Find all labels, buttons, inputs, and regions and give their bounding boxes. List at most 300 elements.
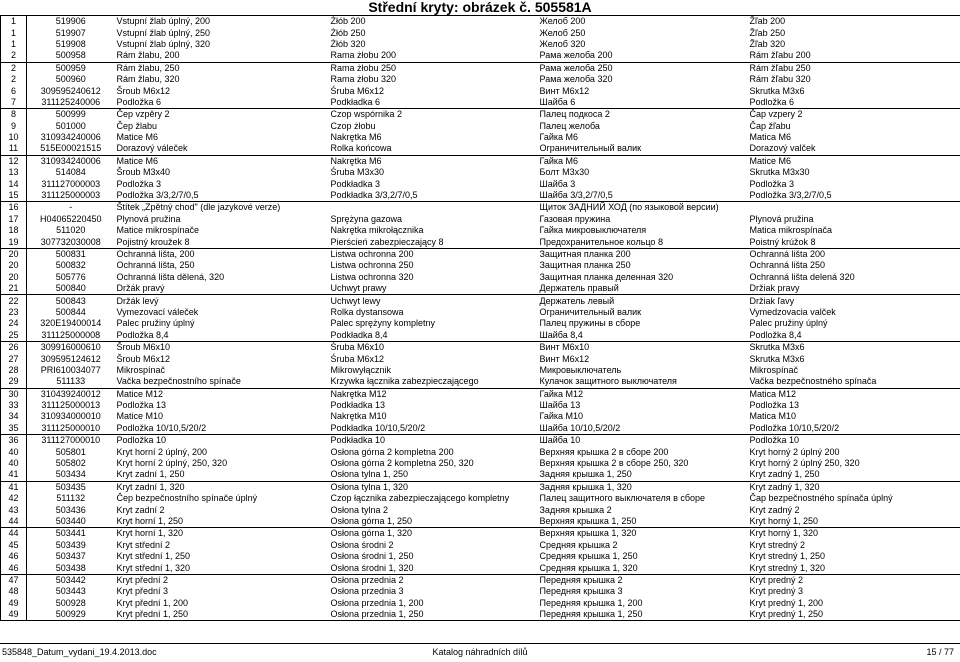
part-number-cell: 309595124612 (27, 353, 115, 364)
part-number-cell: 503439 (27, 540, 115, 551)
table-row (1, 598, 960, 609)
name-ru-cell: Палец подкоса 2 (538, 109, 748, 121)
table-row (1, 609, 960, 621)
table-row (1, 481, 960, 493)
position-cell: 49 (1, 598, 27, 609)
name-pl-cell: Osłona środni 2 (330, 539, 394, 550)
position-cell: 36 (1, 435, 27, 447)
name-ru-cell: Верхняя крышка 1, 320 (538, 528, 748, 540)
table-row (1, 458, 960, 469)
name-ru-cell: Верхняя крышка 1, 250 (539, 515, 637, 526)
name-cs-cell: Rám žlabu, 200 (116, 50, 180, 61)
name-cs-cell: Čep vzpěry 2 (115, 109, 329, 121)
name-ru-cell: Рама желоба 200 (539, 50, 613, 61)
part-number-cell: 503442 (27, 574, 115, 586)
footer-filename: 535848_Datum_vydani_19.4.2013.doc (2, 647, 157, 657)
table-row (1, 574, 960, 586)
name-cs-cell: Kryt přední 1, 200 (116, 597, 189, 608)
name-ru-cell: Задняя крышка 1, 320 (538, 481, 748, 493)
name-pl-cell: Podkładka 8,4 (330, 329, 388, 340)
position-cell: 30 (1, 388, 27, 400)
name-pl-cell: Rolka końcowa (330, 143, 392, 154)
part-number-cell: 505802 (27, 458, 115, 469)
name-sk-cell: Kryt zadný 2 (748, 504, 960, 515)
name-pl-cell: Osłona tylna 1, 320 (329, 481, 538, 493)
name-sk-cell: Podložka 3 (748, 178, 960, 189)
name-sk-cell: Kryt stredný 2 (748, 540, 960, 551)
name-sk-cell: Podložka 8,4 (748, 330, 960, 342)
name-cs-cell: Čep žlabu (116, 120, 158, 131)
name-sk-cell: Čap bezpečnostného spínača úplný (748, 493, 960, 504)
part-number-cell: 310934240006 (27, 155, 115, 167)
part-number-cell: 320E19400014 (27, 318, 115, 329)
name-cs-cell: Kryt střední 1, 320 (116, 562, 191, 573)
position-cell: 14 (1, 178, 27, 189)
table-row (1, 167, 960, 178)
name-cs-cell: Vymezovací váleček (116, 306, 199, 317)
name-cs-cell: Držák pravý (116, 283, 165, 294)
position-cell: 7 (1, 97, 27, 109)
position-cell: 1 (1, 16, 27, 28)
name-sk-cell: Vačka bezpečnostného spínača (748, 376, 960, 388)
name-ru-cell: Шайба 3 (539, 178, 576, 189)
name-sk-cell: Držiak pravy (748, 283, 960, 295)
name-sk-cell: Podložka 10 (748, 435, 960, 447)
position-cell: 10 (1, 132, 27, 143)
part-number-cell: 310934000010 (27, 411, 115, 422)
table-row (1, 516, 960, 528)
name-sk-cell: Skrutka M3x30 (748, 167, 960, 178)
name-cs-cell: Ochranná lišta dělená, 320 (116, 271, 225, 282)
name-ru-cell: Винт M6x10 (538, 341, 748, 353)
table-row (1, 143, 960, 155)
position-cell: 9 (1, 121, 27, 132)
name-cs-cell: Vstupní žlab úplný, 250 (116, 27, 211, 38)
name-pl-cell: Osłona górna 2 kompletna 250, 320 (330, 458, 474, 469)
part-number-cell: 500831 (27, 248, 115, 260)
name-sk-cell: Matica mikrospínača (748, 225, 960, 236)
name-cs-cell: Vstupní žlab úplný, 200 (115, 16, 329, 28)
name-ru-cell: Средняя крышка 1, 250 (539, 551, 638, 562)
table-row (1, 551, 960, 562)
part-number-cell: 514084 (27, 167, 115, 178)
position-cell: 2 (1, 74, 27, 85)
part-number-cell: 310934240006 (27, 132, 115, 143)
name-cs-cell: Podložka 13 (116, 400, 167, 411)
name-cs-cell: Rám žlabu, 320 (116, 74, 180, 85)
name-pl-cell: Żłób 320 (330, 38, 366, 49)
page-footer (0, 643, 960, 662)
name-cs-cell: Podložka 10/10,5/20/2 (116, 422, 207, 433)
table-row (1, 376, 960, 388)
name-cs-cell: Štítek „Zpětný chod" (dle jazykové verze) (115, 202, 329, 214)
table-row (1, 74, 960, 85)
name-cs-cell: Matice M6 (116, 132, 159, 143)
name-ru-cell: Палец защитного выключателя в сборе (539, 493, 706, 504)
position-cell: 21 (1, 283, 27, 295)
name-sk-cell: Skrutka M3x6 (748, 341, 960, 353)
name-pl-cell: Czop łącznika zabezpieczającego kompletny (330, 493, 510, 504)
position-cell: 48 (1, 586, 27, 597)
part-number-cell: 519908 (27, 39, 115, 50)
name-ru-cell: Гайка M10 (539, 411, 584, 422)
position-cell: 46 (1, 551, 27, 562)
position-cell: 40 (1, 446, 27, 457)
name-pl-cell: Osłona środni 1, 250 (330, 551, 414, 562)
name-ru-cell: Желоб 200 (538, 16, 748, 28)
name-cs-cell: Ochranná lišta, 250 (116, 260, 195, 271)
name-ru-cell: Кулачок защитного выключателя (539, 376, 677, 387)
name-cs-cell: Kryt zadní 2 (116, 504, 165, 515)
page-title: Střední kryty: obrázek č. 505581A (368, 0, 592, 15)
table-row (1, 307, 960, 318)
name-pl-cell: Palec sprężyny kompletny (330, 318, 436, 329)
part-number-cell: 311125000010 (27, 423, 115, 435)
position-cell: 13 (1, 167, 27, 178)
table-row (1, 121, 960, 132)
part-number-cell: 311125000008 (27, 330, 115, 342)
name-pl-cell: Nakrętka M6 (329, 155, 538, 167)
position-cell: 18 (1, 225, 27, 236)
name-sk-cell: Kryt horný 1, 250 (748, 516, 960, 528)
name-pl-cell: Podkładka 3/3,2/7/0,5 (330, 190, 418, 201)
name-ru-cell: Предохранительное кольцо 8 (539, 236, 663, 247)
name-pl-cell: Osłona górna 1, 320 (329, 528, 538, 540)
name-sk-cell: Podložka 13 (748, 400, 960, 411)
table-row (1, 283, 960, 295)
position-cell: 1 (1, 39, 27, 50)
name-cs-cell: Kryt horní 2 úplný, 200 (116, 446, 208, 457)
name-ru-cell: Рама желоба 320 (539, 74, 613, 85)
part-number-cell: - (27, 202, 115, 214)
table-row (1, 435, 960, 447)
name-ru-cell: Средняя крышка 2 (539, 539, 618, 550)
position-cell: 2 (1, 50, 27, 62)
name-cs-cell: Kryt horní 1, 320 (115, 528, 329, 540)
name-cs-cell: Šroub M3x40 (116, 167, 171, 178)
name-ru-cell: Держатель правый (539, 283, 619, 294)
position-cell: 34 (1, 411, 27, 422)
name-pl-cell: Osłona tylna 1, 250 (330, 469, 409, 480)
name-ru-cell: Газовая пружина (539, 213, 611, 224)
position-cell: 47 (1, 574, 27, 586)
name-cs-cell: Kryt zadní 1, 250 (116, 469, 185, 480)
part-number-cell: 307732030008 (27, 236, 115, 248)
table-row (1, 365, 960, 376)
name-pl-cell: Osłona górna 2 kompletna 200 (330, 446, 454, 457)
table-row (1, 272, 960, 283)
part-number-cell: 503438 (27, 562, 115, 574)
name-sk-cell: Rám žľabu 250 (748, 62, 960, 74)
name-pl-cell: Osłona przednia 3 (330, 586, 404, 597)
name-ru-cell: Шайба 10/10,5/20/2 (539, 422, 621, 433)
table-row (1, 85, 960, 96)
name-pl-cell: Żłób 200 (329, 16, 538, 28)
name-pl-cell: Podkładka 10/10,5/20/2 (330, 422, 426, 433)
name-ru-cell: Передняя крышка 3 (539, 586, 623, 597)
name-ru-cell: Гайка M12 (538, 388, 748, 400)
name-pl-cell: Śruba M6x10 (329, 341, 538, 353)
name-ru-cell: Ограничительный валик (539, 143, 642, 154)
part-number-cell: 500929 (27, 609, 115, 621)
name-sk-cell: Kryt stredný 1, 250 (748, 551, 960, 562)
name-sk-cell: Podložka 3/3,2/7/0,5 (748, 190, 960, 202)
name-ru-cell: Гайка M6 (539, 132, 579, 143)
name-sk-cell: Podložka 10/10,5/20/2 (748, 423, 960, 435)
part-number-cell: 500999 (27, 109, 115, 121)
name-cs-cell: Matice mikrospínače (116, 225, 200, 236)
part-number-cell: 311127000010 (27, 435, 115, 447)
position-cell: 42 (1, 493, 27, 504)
part-number-cell: 309595240612 (27, 85, 115, 96)
name-pl-cell: Rama żłobu 320 (330, 74, 397, 85)
part-number-cell: 511020 (27, 225, 115, 236)
position-cell: 49 (1, 609, 27, 621)
position-cell: 25 (1, 330, 27, 342)
name-ru-cell: Болт M3x30 (539, 167, 590, 178)
name-sk-cell: Kryt predný 2 (748, 574, 960, 586)
position-cell: 43 (1, 504, 27, 515)
name-cs-cell: Podložka 3/3,2/7/0,5 (116, 190, 199, 201)
name-ru-cell: Шайба 3/3,2/7/0,5 (539, 190, 613, 201)
name-cs-cell: Kryt střední 1, 250 (116, 551, 191, 562)
name-ru-cell: Шайба 10 (538, 435, 748, 447)
name-sk-cell: Dorazový valček (748, 143, 960, 155)
name-sk-cell: Matica M6 (748, 132, 960, 143)
name-pl-cell: Listwa ochronna 200 (329, 248, 538, 260)
name-pl-cell: Osłona przednia 1, 200 (330, 597, 424, 608)
name-sk-cell: Skrutka M3x6 (748, 353, 960, 364)
name-pl-cell: Podkładka 13 (330, 400, 386, 411)
part-number-cell: 503443 (27, 586, 115, 597)
part-number-cell: 311125000013 (27, 400, 115, 411)
name-ru-cell: Ограничительный валик (539, 306, 642, 317)
name-cs-cell: Mikrospínač (116, 364, 166, 375)
name-cs-cell: Kryt horní 2 úplný, 250, 320 (116, 458, 228, 469)
table-row (1, 248, 960, 260)
name-ru-cell: Шайба 13 (539, 400, 581, 411)
position-cell: 44 (1, 516, 27, 528)
name-pl-cell: Nakrętka mikrołącznika (330, 225, 424, 236)
name-sk-cell: Čap vzpery 2 (748, 109, 960, 121)
name-pl-cell: Nakrętka M6 (330, 132, 382, 143)
part-number-cell: 500832 (27, 260, 115, 271)
name-sk-cell: Podložka 6 (748, 97, 960, 109)
name-pl-cell: Podkładka 6 (330, 96, 381, 107)
name-cs-cell: Matice M12 (115, 388, 329, 400)
name-ru-cell: Передняя крышка 2 (538, 574, 748, 586)
table-row (1, 16, 960, 28)
position-cell: 1 (1, 27, 27, 38)
table-row (1, 388, 960, 400)
name-pl-cell: Żłób 250 (330, 27, 366, 38)
part-number-cell: 500844 (27, 307, 115, 318)
name-ru-cell: Защитная планка 200 (538, 248, 748, 260)
position-cell: 24 (1, 318, 27, 329)
name-ru-cell: Передняя крышка 1, 200 (539, 597, 643, 608)
name-cs-cell: Kryt přední 1, 250 (115, 609, 329, 621)
part-number-cell: 503436 (27, 504, 115, 515)
table-row (1, 295, 960, 307)
table-row (1, 469, 960, 481)
name-pl-cell: Nakrętka M10 (330, 411, 387, 422)
name-cs-cell: Kryt střední 2 (116, 539, 171, 550)
table-row (1, 190, 960, 202)
name-sk-cell: Kryt stredný 1, 320 (748, 562, 960, 574)
name-sk-cell: Kryt horný 1, 320 (748, 528, 960, 540)
position-cell: 28 (1, 365, 27, 376)
name-sk-cell: Čap žľabu (748, 121, 960, 132)
position-cell: 6 (1, 85, 27, 96)
name-ru-cell: Гайка микровыключателя (539, 225, 647, 236)
name-ru-cell: Защитная планка 250 (539, 260, 631, 271)
part-number-cell: 503434 (27, 469, 115, 481)
name-cs-cell: Vstupní žlab úplný, 320 (116, 38, 211, 49)
position-cell: 2 (1, 62, 27, 74)
name-cs-cell: Kryt přední 3 (116, 586, 169, 597)
part-number-cell: 311125000003 (27, 190, 115, 202)
table-row (1, 562, 960, 574)
name-cs-cell: Matice M10 (116, 411, 164, 422)
table-row (1, 97, 960, 109)
part-number-cell: 500843 (27, 295, 115, 307)
parts-table (0, 15, 960, 621)
part-number-cell: 503440 (27, 516, 115, 528)
position-cell: 15 (1, 190, 27, 202)
table-row (1, 225, 960, 236)
parts-table-body (1, 16, 960, 621)
name-ru-cell: Винт M6x12 (539, 85, 590, 96)
table-row (1, 400, 960, 411)
name-sk-cell: Kryt predný 1, 200 (748, 598, 960, 609)
part-number-cell: 511133 (27, 376, 115, 388)
name-sk-cell: Kryt predný 1, 250 (748, 609, 960, 621)
name-sk-cell: Rám žľabu 320 (748, 74, 960, 85)
position-cell: 33 (1, 400, 27, 411)
name-cs-cell: Šroub M6x12 (116, 353, 171, 364)
name-sk-cell: Plynová pružina (748, 214, 960, 225)
name-sk-cell: Kryt zadný 1, 320 (748, 481, 960, 493)
name-pl-cell: Listwa ochronna 250 (330, 260, 414, 271)
name-pl-cell: Krzywka łącznika zabezpieczającego (330, 376, 479, 387)
table-row (1, 353, 960, 364)
name-ru-cell: Щиток ЗАДНИЙ ХОД (по языковой версии) (538, 202, 748, 214)
table-row (1, 341, 960, 353)
position-cell: 40 (1, 458, 27, 469)
name-cs-cell: Ochranná lišta, 200 (115, 248, 329, 260)
table-row (1, 236, 960, 248)
position-cell: 26 (1, 341, 27, 353)
part-number-cell: 501000 (27, 121, 115, 132)
part-number-cell: 503441 (27, 528, 115, 540)
table-row (1, 62, 960, 74)
name-ru-cell: Передняя крышка 1, 250 (538, 609, 748, 621)
part-number-cell: 500840 (27, 283, 115, 295)
position-cell: 35 (1, 423, 27, 435)
table-row (1, 260, 960, 271)
table-row (1, 318, 960, 329)
name-sk-cell (748, 202, 960, 214)
name-cs-cell: Matice M6 (115, 155, 329, 167)
table-row (1, 330, 960, 342)
position-cell: 41 (1, 469, 27, 481)
name-pl-cell: Śruba M6x12 (330, 85, 385, 96)
part-number-cell: 500959 (27, 62, 115, 74)
name-sk-cell: Poistný krúžok 8 (748, 236, 960, 248)
part-number-cell: PRI610034077 (27, 365, 115, 376)
position-cell: 46 (1, 562, 27, 574)
name-pl-cell: Podkładka 10 (329, 435, 538, 447)
name-sk-cell: Kryt horný 2 úplný 250, 320 (748, 458, 960, 469)
name-cs-cell: Podložka 3 (116, 178, 162, 189)
name-ru-cell: Защитная планка деленная 320 (539, 271, 674, 282)
part-number-cell: 519907 (27, 27, 115, 38)
name-cs-cell: Šroub M6x12 (116, 85, 171, 96)
name-cs-cell: Rám žlabu, 250 (115, 62, 329, 74)
name-cs-cell: Šroub M6x10 (115, 341, 329, 353)
name-ru-cell: Верхняя крышка 2 в сборе 250, 320 (539, 458, 689, 469)
part-number-cell: 503435 (27, 481, 115, 493)
table-row (1, 50, 960, 62)
name-sk-cell: Mikrospínač (748, 365, 960, 376)
table-row (1, 214, 960, 225)
position-cell: 44 (1, 528, 27, 540)
name-sk-cell: Žľab 250 (748, 27, 960, 38)
name-sk-cell: Rám žľabu 200 (748, 50, 960, 62)
part-number-cell: 500928 (27, 598, 115, 609)
position-cell: 17 (1, 214, 27, 225)
name-cs-cell: Kryt přední 2 (115, 574, 329, 586)
position-cell: 41 (1, 481, 27, 493)
name-pl-cell: Nakrętka M12 (329, 388, 538, 400)
name-pl-cell: Rama żłobu 200 (330, 50, 397, 61)
name-pl-cell: Osłona środni 1, 320 (330, 562, 414, 573)
table-row (1, 446, 960, 457)
name-cs-cell: Podložka 6 (116, 96, 162, 107)
name-sk-cell: Kryt predný 3 (748, 586, 960, 597)
name-cs-cell: Plynová pružina (116, 213, 181, 224)
position-cell: 20 (1, 248, 27, 260)
part-number-cell: 515E00021515 (27, 143, 115, 155)
name-pl-cell: Podkładka 3 (330, 178, 381, 189)
part-number-cell: 519906 (27, 16, 115, 28)
name-sk-cell: Matice M6 (748, 155, 960, 167)
name-ru-cell: Задняя крышка 2 (539, 504, 612, 515)
name-sk-cell: Kryt horný 2 úplný 200 (748, 446, 960, 457)
name-sk-cell: Žľab 320 (748, 39, 960, 50)
name-pl-cell: Osłona przednia 1, 250 (329, 609, 538, 621)
table-row (1, 411, 960, 422)
name-ru-cell: Винт M6x12 (539, 353, 590, 364)
name-ru-cell: Желоб 320 (539, 38, 586, 49)
name-sk-cell: Matica M12 (748, 388, 960, 400)
table-row (1, 540, 960, 551)
part-number-cell: 503437 (27, 551, 115, 562)
name-pl-cell: Czop wspórnika 2 (329, 109, 538, 121)
name-cs-cell: Palec pružiny úplný (116, 318, 195, 329)
part-number-cell: 500958 (27, 50, 115, 62)
name-pl-cell: Osłona tylna 2 (330, 504, 389, 515)
part-number-cell: 505776 (27, 272, 115, 283)
table-row (1, 423, 960, 435)
name-ru-cell: Шайба 8,4 (539, 329, 583, 340)
name-pl-cell: Osłona przednia 2 (329, 574, 538, 586)
name-ru-cell: Верхняя крышка 2 в сборе 200 (539, 446, 669, 457)
name-cs-cell: Podložka 10 (115, 435, 329, 447)
position-cell: 45 (1, 540, 27, 551)
position-cell: 8 (1, 109, 27, 121)
name-cs-cell: Dorazový váleček (116, 143, 188, 154)
